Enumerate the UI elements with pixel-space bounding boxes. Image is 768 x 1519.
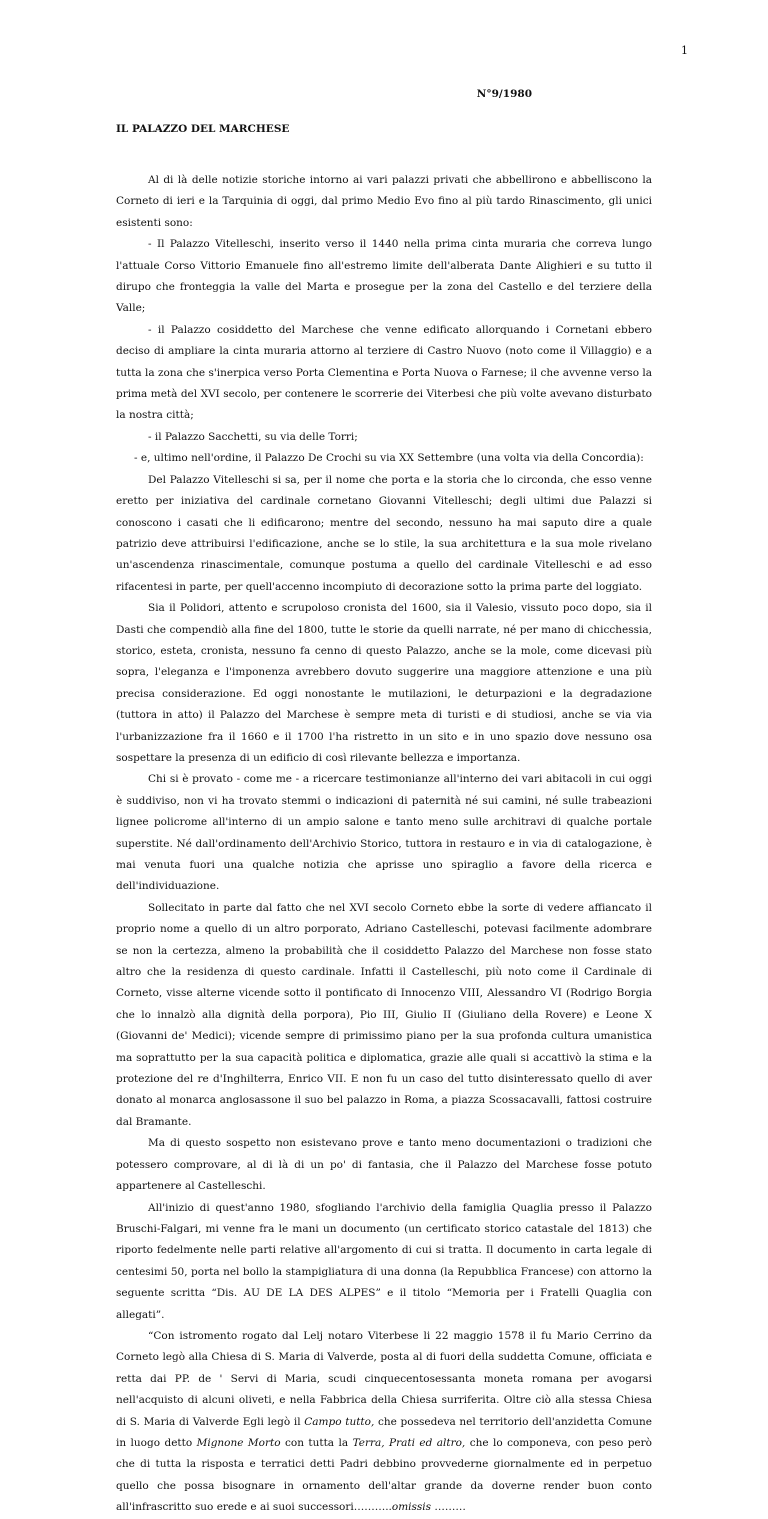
quote-text: con tutta la bbox=[280, 1436, 353, 1449]
paragraph: All'inizio di quest'anno 1980, sfogliando l'archivio della famiglia Quaglia presso il Palazzo Bruschi-Falgari, mi venne fra le mani un documento (un certificato storico catastale del 1813) che riporto fedelmente nelle parti relative all'argomento di cui si tratta. Il documento in carta legale di centesimi 50, porta nel bollo la stampigliatura di una donna (la Repubblica Francese) con attorno la seguente scritta “Dis. AU DE LA DES ALPES” e il titolo “Memoria per i Fratelli Quaglia con allegati”. bbox=[116, 1201, 652, 1321]
document-number: N°9/1980 bbox=[476, 88, 532, 100]
paragraph: Ma di questo sospetto non esistevano prove e tanto meno documentazioni o tradizioni che potessero comprovare, al di là di un po' di fantasia, che il Palazzo del Marchese fosse potuto appartenere al Castelleschi. bbox=[116, 1137, 652, 1193]
paragraph: Sollecitato in parte dal fatto che nel XVI secolo Corneto ebbe la sorte di vedere affiancato il proprio nome a quello di un altro porporato, Adriano Castelleschi, potevasi facilmente adombrare se non la certezza, almeno la probabilità che il cosiddetto Palazzo del Marchese non fosse stato altro che la residenza di questo cardinale. Infatti il Castelleschi, più noto come il Cardinale di Corneto, visse alterne vicende sotto il pontificato di Innocenzo VIII, Alessandro VI (Rodrigo Borgia che lo innalzò alla dignità della porpora), Pio III, Giulio II (Giuliano della Rovere) e Leone X (Giovanni de' Medici); vicende sempre di primissimo piano per la sua profonda cultura umanistica ma soprattutto per la sua capacità politica e diplomatica, grazie alle quali si accattivò la stima e la protezione del re d'Inghilterra, Enrico VII. E non fu un caso del tutto disinteressato quello di aver donato al monarca anglosassone il suo bel palazzo in Roma, a piazza Scossacavalli, fattosi costruire dal Bramante. bbox=[116, 901, 652, 1128]
list-item-palazzo-sacchetti: - il Palazzo Sacchetti, su via delle Torri; bbox=[148, 430, 358, 443]
quote-italic-text: omissis bbox=[391, 1501, 432, 1514]
quote-text: che possedeva nel territorio dell'anzidetta Comune in luogo detto bbox=[116, 1415, 652, 1449]
document-title: IL PALAZZO DEL MARCHESE bbox=[116, 123, 290, 135]
list-item-palazzo-marchese: - il Palazzo cosiddetto del Marchese che venne edificato allorquando i Cornetani ebbero deciso di ampliare la cinta muraria attorno al terziere di Castro Nuovo (noto come il Villaggio) e a tutta la zona che s'inerpica verso Porta Clementina e Porta Nuova o Farnese; il che avvenne verso la prima metà del XVI secolo, per contenere le scorrerie dei Viterbesi che più volte avevano disturbato la nostra città; bbox=[116, 323, 652, 422]
quote-italic-text: Campo tutto, bbox=[304, 1415, 375, 1428]
paragraph: Chi si è provato - come me - a ricercare testimonianze all'interno dei vari abitacoli in cui oggi è suddiviso, non vi ha trovato stemmi o indicazioni di paternità né sui camini, né sulle trabeazioni lignee policrome all'interno di un ampio salone e tanto meno sulle architravi di qualche portale superstite. Né dall'ordinamento dell'Archivio Storico, tuttora in restauro e in via di catalogazione, è mai venuta fuori una qualche notizia che aprisse uno spiraglio a favore della ricerca e dell'individuazione. bbox=[116, 773, 652, 893]
paragraph: Del Palazzo Vitelleschi si sa, per il nome che porta e la storia che lo circonda, che esso venne eretto per iniziativa del cardinale cornetano Giovanni Vitelleschi; degli ultimi due Palazzi si conoscono i casati che li edificarono; mentre del secondo, nessuno ha mai saputo dire a quale patrizio deve attribuirsi l'edificazione, anche se lo stile, la sua architettura e la sua mole rivelano un'ascendenza rinascimentale, comunque postuma a quello del cardinale Vitelleschi e ad esso rifacentesi in parte, per quell'accenno incompiuto di decorazione sotto la prima parte del loggiato. bbox=[116, 473, 652, 593]
quote-text: che lo componeva, con peso però che di tutta la risposta e terratici detti Padri debbino provvederne giornalmente ed in perpetuo quello che possa bisognare in ornamento dell'altar grande da doverne render buon conto all'infrascritto suo erede e ai suoi successori……….. bbox=[116, 1436, 652, 1514]
paragraph-intro: Al di là delle notizie storiche intorno ai vari palazzi privati che abbellirono e abbelliscono la Corneto di ieri e la Tarquinia di oggi, dal primo Medio Evo fino al più tardo Rinascimento, gli unici esistenti sono: bbox=[116, 174, 652, 229]
quoted-document-paragraph bbox=[116, 1326, 652, 1519]
list-item-palazzo-de-crochi: - e, ultimo nell'ordine, il Palazzo De Crochi su via XX Settembre (una volta via della Concordia): bbox=[134, 452, 644, 465]
quote-italic-text: Terra, Prati ed altro, bbox=[352, 1436, 466, 1449]
paragraph: Sia il Polidori, attento e scrupoloso cronista del 1600, sia il Valesio, vissuto poco dopo, sia il Dasti che compendiò alla fine del 1800, tutte le storie da quelli narrate, né per mano di chicchessia, storico, esteta, cronista, nessuno fa cenno di questo Palazzo, anche se la mole, come dicevasi più sopra, l'eleganza e l'imponenza avrebbero dovuto suggerire una maggiore attenzione e una più precisa considerazione. Ed oggi nonostante le mutilazioni, le deturpazioni e la degradazione (tuttora in atto) il Palazzo del Marchese è sempre meta di turisti e di studiosi, anche se via via l'urbanizzazione fra il 1660 e il 1700 l'ha ristretto in un sito e in uno spazio dove nessuno osa sospettare la presenza di un edificio di così rilevante bellezza e importanza. bbox=[116, 602, 652, 764]
quote-italic-text: Mignone Morto bbox=[196, 1436, 281, 1449]
quote-text: ……… bbox=[431, 1501, 466, 1514]
page-number: 1 bbox=[681, 44, 688, 57]
list-item-palazzo-vitelleschi: - Il Palazzo Vitelleschi, inserito verso il 1440 nella prima cinta muraria che correva lungo l'attuale Corso Vittorio Emanuele fino all'estremo limite dell'alberata Dante Alighieri e su tutto il dirupo che fronteggia la valle del Marta e prosegue per la zona del Castello e del terziere della Valle; bbox=[116, 238, 652, 315]
document-body bbox=[116, 170, 652, 1519]
quote-text: “Con istromento rogato dal Lelj notaro Viterbese li 22 maggio 1578 il fu Mario Cerrino da Corneto legò alla Chiesa di S. Maria di Valverde, posta al di fuori della suddetta Comune, officiata e retta dai PP. de ' Servi di Maria, scudi cinquecentosessanta moneta romana per avogarsi nell'acquisto di alcuni oliveti, e nella Fabbrica della Chiesa surriferita. Oltre ciò alla stessa Chiesa di S. Maria di Valverde Egli legò il bbox=[116, 1329, 652, 1428]
